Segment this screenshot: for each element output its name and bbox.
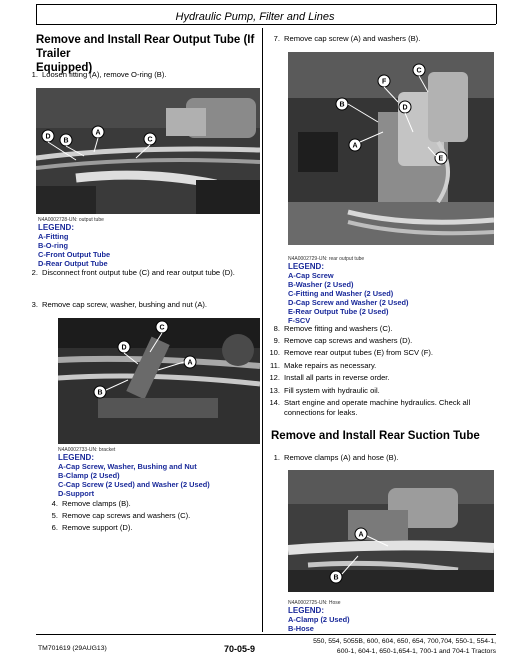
legend-rear-output-tube [288,262,408,325]
step-item: 2. Disconnect front output tube (C) and rear output tube (D). [31,268,235,277]
step-item: 12. Install all parts in reverse order. [269,373,390,382]
legend-item: B-Washer (2 Used) [288,280,354,289]
photo1-callout-c: C [147,136,153,144]
photo2-callout-a: A [187,359,193,367]
photo2-callout-b: B [97,389,103,397]
step-item: 5. Remove cap screws and washers (C). [51,511,191,520]
legend-item: A-Cap Screw [288,271,334,280]
photo2-caption: N4A0002733-UN: bracket [58,447,116,453]
legend-output-tube [38,223,110,268]
photo3-caption: N4A0002729-UN: rear output tube [288,256,365,262]
legend-item: F-SCV [288,316,311,325]
footer-page-number: 70-05-9 [224,644,256,654]
legend-item: C-Cap Screw (2 Used) and Washer (2 Used) [58,480,210,489]
legend-bracket [58,453,210,498]
photo-output-tube [36,88,260,214]
legend-item: D-Cap Screw and Washer (2 Used) [288,298,409,307]
legend-item: C-Front Output Tube [38,250,111,259]
photo2-callout-d: D [121,344,127,352]
photo4-callout-b: B [333,574,339,582]
photo1-caption: N4A0002728-UN: output tube [38,217,104,223]
photo2-callout-c: C [159,324,165,332]
legend-title: LEGEND: [288,606,324,615]
step-item: 14. Start engine and operate machine hydraulics. Check all connections for leaks. [269,398,471,417]
footer-models-line2: 600-1, 604-1, 650-1,654-1, 700-1 and 704-1 Tractors [336,648,496,655]
step-item: 11. Make repairs as necessary. [270,361,377,370]
legend-item: B-Hose [288,624,314,633]
footer-doc-id: TM701619 (29AUG13) [38,645,107,652]
section-title-rear-suction-tube: Remove and Install Rear Suction Tube [271,430,480,442]
legend-item: A-Cap Screw, Washer, Bushing and Nut [58,462,197,471]
step-item: 6. Remove support (D). [51,523,133,532]
photo3-callout-d: D [402,104,408,112]
photo4-caption: N4A0002725-UN: Hose [288,600,341,606]
legend-item: B-Clamp (2 Used) [58,471,120,480]
step-item: 3. Remove cap screw, washer, bushing and nut (A). [31,300,208,309]
photo1-callout-d: D [45,133,51,141]
photo3-callout-e: E [438,155,444,163]
legend-item: D-Rear Output Tube [38,259,108,268]
footer-models-line1: 550, 554, 5055B, 600, 604, 650, 654, 700,704, 550-1, 554-1, [313,638,496,645]
step-item: 9. Remove cap screws and washers (D). [273,336,413,345]
legend-item: E-Rear Output Tube (2 Used) [288,307,389,316]
photo1-callout-b: B [63,137,69,145]
section-title-line2: Equipped) [36,62,93,74]
photo-hose [288,470,494,592]
step-item: 13. Fill system with hydraulic oil. [269,386,380,395]
photo3-callout-b: B [339,101,345,109]
step-item: 1. Loosen fitting (A), remove O-ring (B). [31,70,167,79]
photo3-callout-a: A [352,142,358,150]
section-title-line1: Remove and Install Rear Output Tube (If Trailer [36,34,255,60]
legend-title: LEGEND: [58,453,94,462]
photo1-callout-a: A [95,129,101,137]
photo4-callout-a: A [358,531,364,539]
legend-item: A-Clamp (2 Used) [288,615,350,624]
photo-bracket [58,318,260,444]
page-header-title: Hydraulic Pump, Filter and Lines [175,11,335,23]
step-item: 7. Remove cap screw (A) and washers (B). [273,34,421,43]
legend-item: C-Fitting and Washer (2 Used) [288,289,394,298]
legend-title: LEGEND: [288,262,324,271]
step-item: 4. Remove clamps (B). [51,499,131,508]
legend-hose [288,606,350,633]
photo3-callout-c: C [416,67,422,75]
legend-item: B-O-ring [38,241,68,250]
legend-title: LEGEND: [38,223,74,232]
legend-item: D-Support [58,489,95,498]
photo3-callout-f: F [382,78,387,86]
photo-rear-output-tube [288,52,494,245]
section-title-rear-output-tube [36,33,260,75]
step-item: 1. Remove clamps (A) and hose (B). [273,453,399,462]
column-divider [262,28,263,632]
legend-item: A-Fitting [38,232,69,241]
step-item: 8. Remove fitting and washers (C). [273,324,393,333]
step-item: 10. Remove rear output tubes (E) from SCV (F). [269,348,433,357]
